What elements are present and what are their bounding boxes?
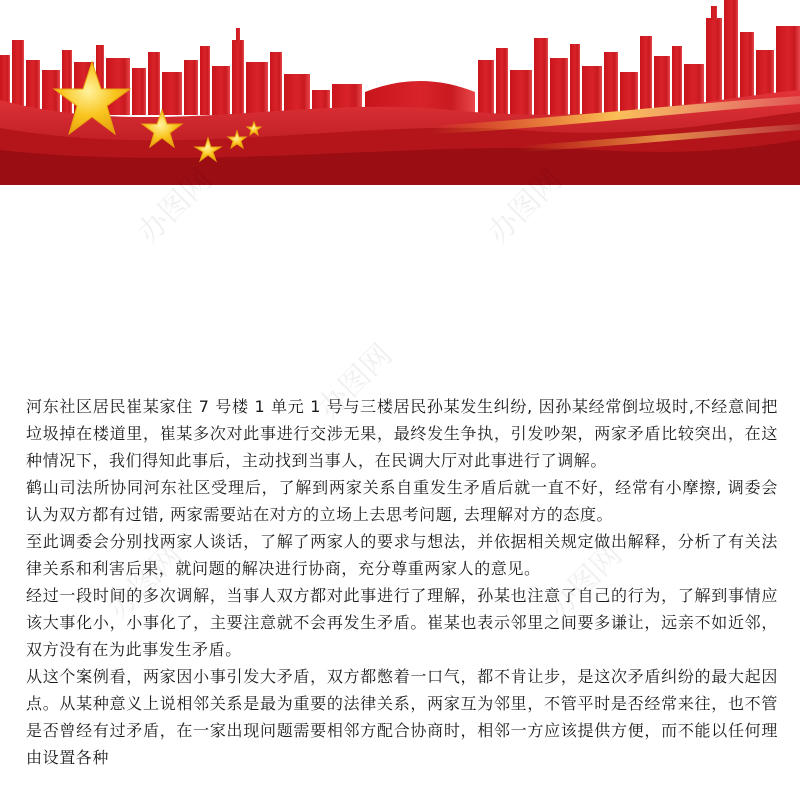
skyline-silhouette — [0, 0, 800, 115]
watermark-text: 办图网 — [310, 337, 400, 426]
article-paragraph: 经过一段时间的多次调解，当事人双方都对此事进行了理解，孙某也注意了自己的行为，了解到事情应该大事化小，小事化了，主要注意就不会再发生矛盾。崔某也表示邻里之间要多谦让，远亲不如近邻，双方没有在为此事发生矛盾。 — [26, 586, 778, 659]
article-paragraph: 从这个案例看，两家因小事引发大矛盾，双方都憋着一口气，都不肯让步，是这次矛盾纠纷的最大起因点。从某种意义上说相邻关系是最为重要的法律关系，两家互为邻里，不管平时是否经常来往，也不管是否曾经有过矛盾，在一家出现问题需要相邻方配合协商时，相邻一方应该提供方便，而不能以任何理由设置各种 — [26, 667, 778, 767]
article-paragraph: 至此调委会分别找两家人谈话，了解了两家人的要求与想法，并依据相关规定做出解释，分析了有关法律关系和利害后果，就问题的解决进行协商，充分尊重两家人的意见。 — [26, 532, 778, 578]
watermark-text: 办图网 — [130, 162, 220, 251]
watermark-text: 办图网 — [480, 162, 570, 251]
article-paragraph: 河东社区居民崔某家住 7 号楼 1 单元 1 号与三楼居民孙某发生纠纷, 因孙某经常倒垃圾时,不经意间把垃圾掉在楼道里，崔某多次对此事进行交涉无果，最终发生争执，引发吵架，两家矛盾比较突出，在这种情况下，我们得知此事后，主动找到当事人，在民调大厅对此事进行了调解。 — [26, 397, 778, 470]
header-banner — [0, 0, 800, 185]
article-paragraph: 鹤山司法所协同河东社区受理后，了解到两家关系自重发生矛盾后就一直不好，经常有小摩擦, 调委会认为双方都有过错, 两家需要站在对方的立场上去思考问题, 去理解对方的态度。 — [26, 478, 778, 524]
banner-graphic — [0, 0, 800, 185]
watermark-text: 办图网 — [540, 537, 630, 626]
article-body — [26, 393, 778, 771]
watermark-text: 办图网 — [100, 537, 190, 626]
